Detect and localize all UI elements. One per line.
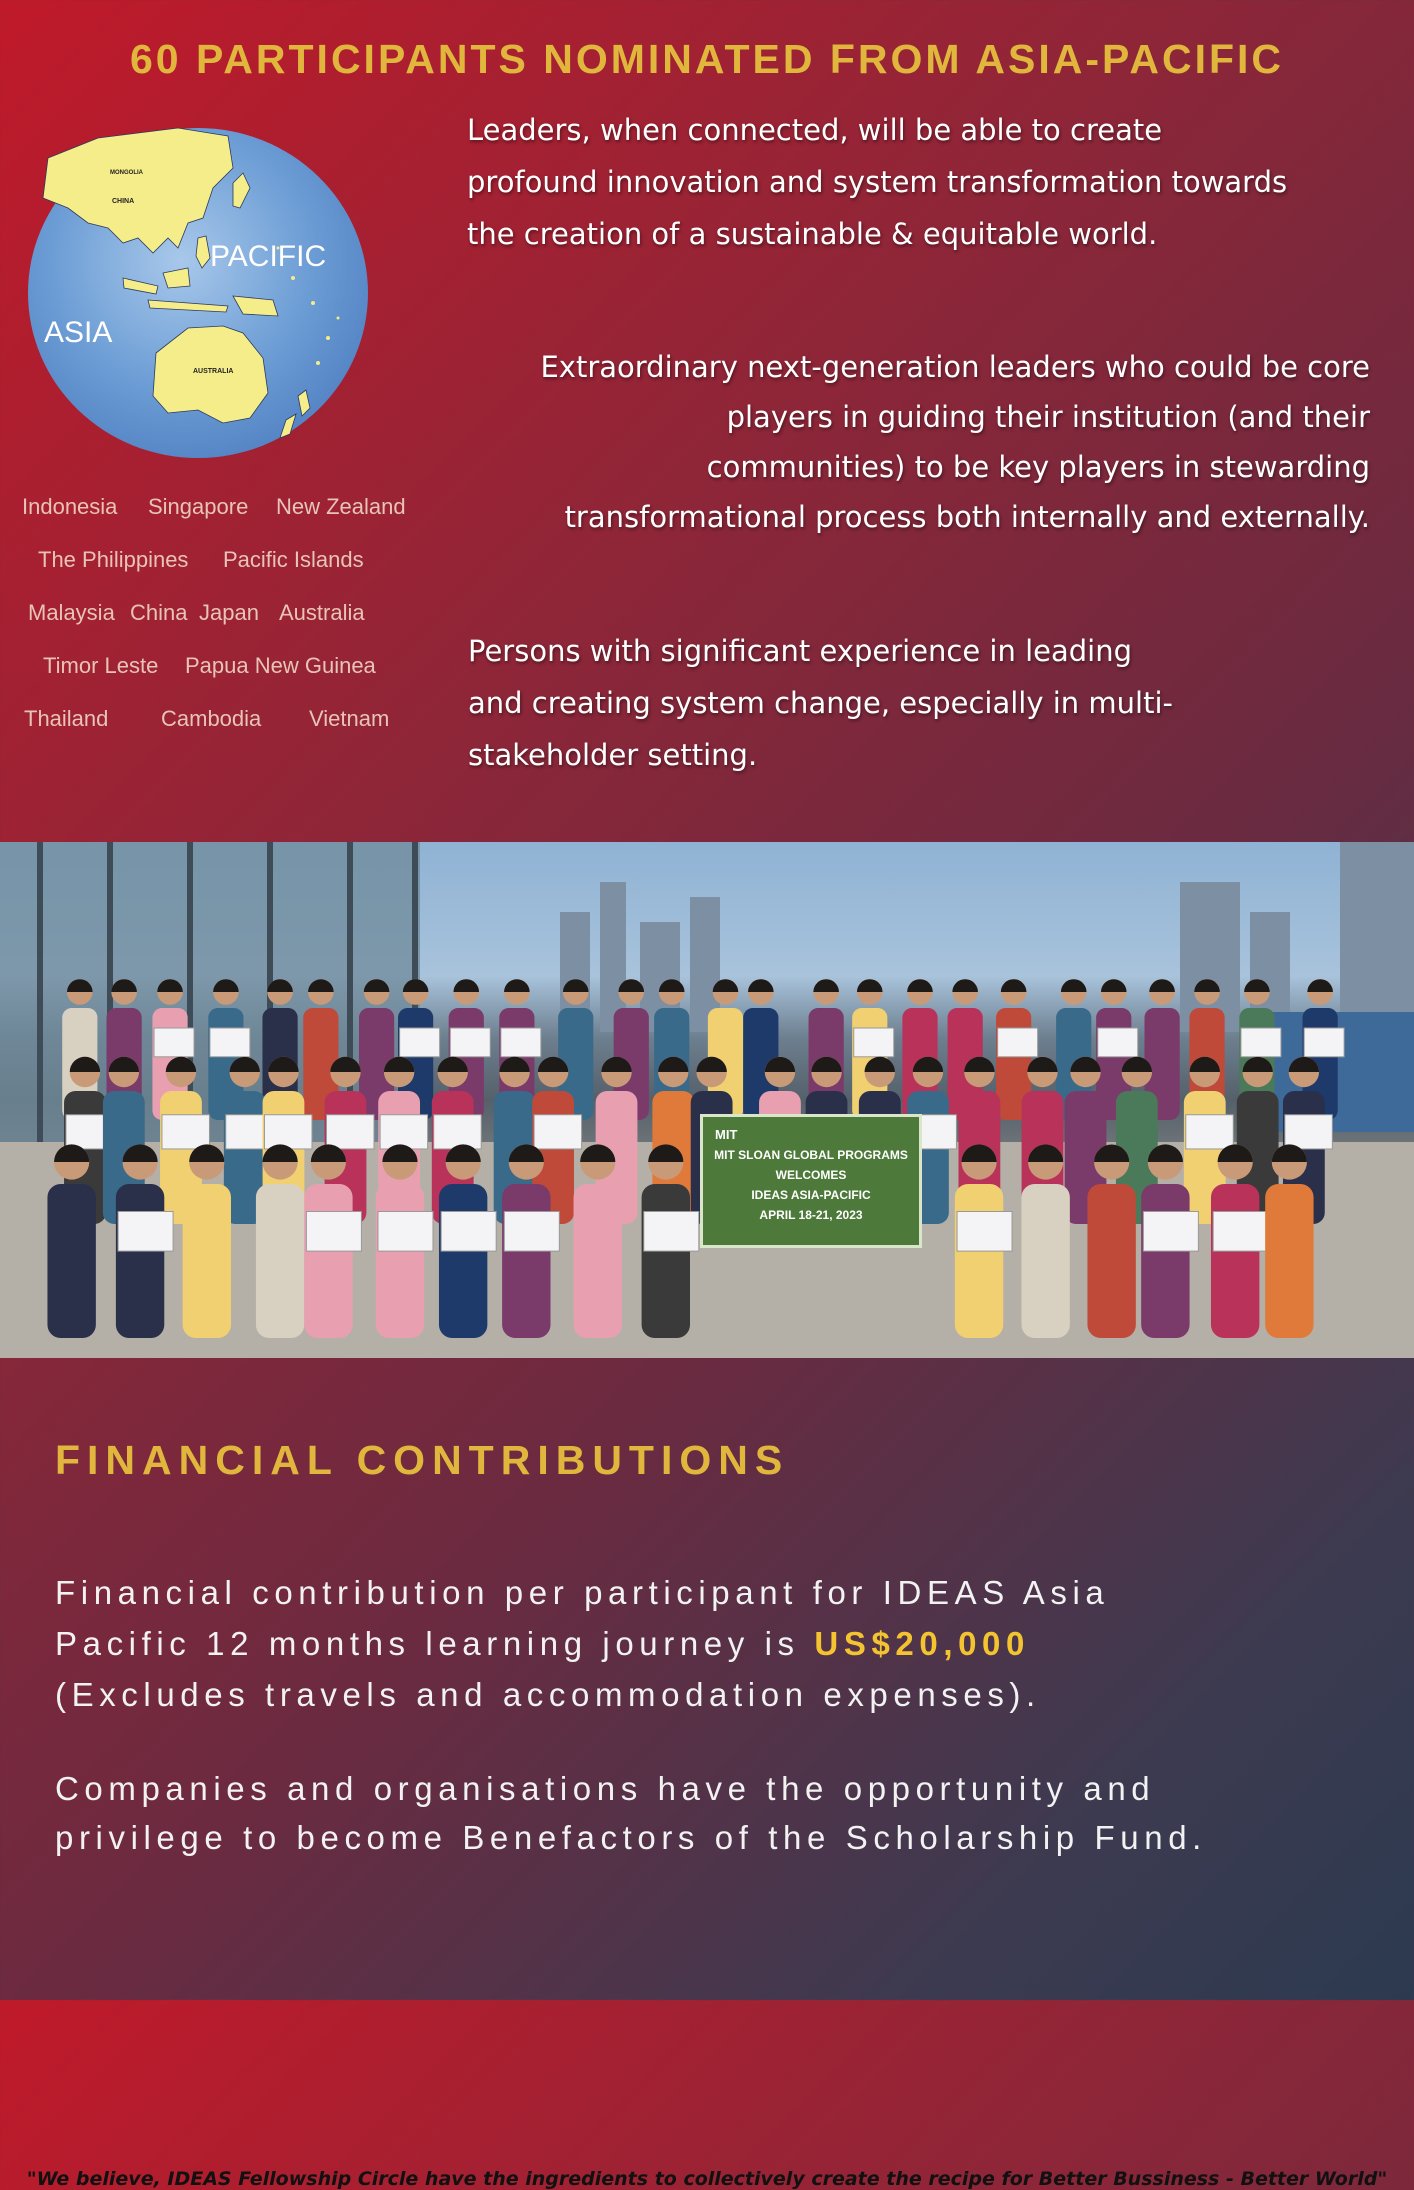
certificate	[854, 1028, 894, 1057]
certificate	[118, 1212, 173, 1252]
asia-pacific-globe-map	[28, 128, 368, 458]
certificate	[162, 1115, 210, 1149]
person-body	[1265, 1184, 1313, 1338]
certificate	[957, 1212, 1012, 1252]
certificate	[534, 1115, 582, 1149]
certificate	[1304, 1028, 1344, 1057]
certificate	[326, 1115, 374, 1149]
country-name: Thailand	[24, 706, 109, 731]
certificate	[210, 1028, 250, 1057]
text-line: players in guiding their institution (and their	[726, 400, 1370, 434]
person-hair	[1101, 979, 1127, 992]
person-body	[116, 1184, 164, 1338]
certificate	[264, 1115, 312, 1149]
text-line: and creating system change, especially in multi-	[468, 686, 1173, 720]
map-label-china: CHINA	[112, 198, 135, 205]
country-name: Indonesia	[22, 494, 118, 519]
person-body	[183, 1184, 231, 1338]
page-title: 60 PARTICIPANTS NOMINATED FROM ASIA-PACIFIC	[130, 36, 1284, 82]
person-hair	[857, 979, 883, 992]
text-line: Leaders, when connected, will be able to create	[467, 113, 1163, 147]
certificate	[378, 1212, 433, 1252]
certificate	[1213, 1212, 1268, 1252]
person-body	[1211, 1184, 1259, 1338]
map-label-asia: ASIA	[44, 316, 113, 349]
person-hair	[504, 979, 530, 992]
text-line: stakeholder setting.	[468, 738, 758, 772]
sign-line: WELCOMES	[775, 1168, 847, 1182]
person-hair	[1061, 979, 1087, 992]
certificate	[154, 1028, 194, 1057]
sign-line: APRIL 18-21, 2023	[759, 1208, 863, 1222]
certificate	[501, 1028, 541, 1057]
certificate	[504, 1212, 559, 1252]
country-name: Japan	[199, 600, 259, 625]
person-hair	[1307, 979, 1333, 992]
certificate	[450, 1028, 490, 1057]
text-line: Pacific 12 months learning journey is	[55, 1625, 815, 1662]
mit-logo: MIT	[715, 1127, 738, 1142]
map-label-pacific: PACIFIC	[210, 240, 327, 273]
certificate	[644, 1212, 699, 1252]
intro-paragraph	[467, 104, 1327, 260]
certificate	[380, 1115, 428, 1149]
contribution-paragraph	[55, 1567, 1385, 1720]
experience-paragraph	[468, 625, 1228, 781]
sign-line: IDEAS ASIA-PACIFIC	[751, 1188, 871, 1202]
map-label-australia: AUSTRALIA	[193, 368, 234, 375]
person-body	[439, 1184, 487, 1338]
financial-title: FINANCIAL CONTRIBUTIONS	[55, 1437, 790, 1483]
person-hair	[813, 979, 839, 992]
person-body	[574, 1184, 622, 1338]
certificate	[1143, 1212, 1198, 1252]
certificate	[434, 1115, 482, 1149]
person-body	[304, 1184, 352, 1338]
country-name: Malaysia	[28, 600, 115, 625]
photo-caption: "We believe, IDEAS Fellowship Circle have the ingredients to collectively create the recipe for Better Bussiness - Better World"	[26, 2168, 1388, 2190]
text-line: privilege to become Benefactors of the Scholarship Fund.	[55, 1819, 1207, 1856]
text-line: Financial contribution per participant for IDEAS Asia	[55, 1574, 1110, 1611]
sign-line: MIT SLOAN GLOBAL PROGRAMS	[714, 1148, 908, 1162]
certificate	[998, 1028, 1038, 1057]
person-hair	[1149, 979, 1175, 992]
country-name: Pacific Islands	[223, 547, 364, 572]
person-body	[1141, 1184, 1189, 1338]
map-label-mongolia: MONGOLIA	[110, 170, 143, 176]
country-name: China	[130, 600, 188, 625]
person-hair	[952, 979, 978, 992]
person-body	[256, 1184, 304, 1338]
country-name: Vietnam	[309, 706, 390, 731]
certificate	[1241, 1028, 1281, 1057]
person-body	[955, 1184, 1003, 1338]
text-line: Companies and organisations have the opportunity and	[55, 1770, 1156, 1807]
person-hair	[453, 979, 479, 992]
country-name: The Philippines	[38, 547, 189, 572]
text-line: (Excludes travels and accommodation expenses).	[55, 1676, 1041, 1713]
certificate	[400, 1028, 440, 1057]
text-line: transformational process both internally and externally.	[564, 500, 1370, 534]
certificate	[441, 1212, 496, 1252]
person-body	[1021, 1184, 1069, 1338]
country-name: Papua New Guinea	[185, 653, 376, 678]
person-body	[376, 1184, 424, 1338]
leaders-paragraph	[520, 342, 1370, 542]
person-hair	[907, 979, 933, 992]
certificate	[1186, 1115, 1234, 1149]
country-name: New Zealand	[276, 494, 406, 519]
person-body	[47, 1184, 95, 1338]
text-line: communities) to be key players in stewarding	[706, 450, 1370, 484]
contribution-amount: US$20,000	[814, 1625, 1030, 1662]
country-name: Australia	[279, 600, 365, 625]
person-hair	[1027, 1057, 1057, 1072]
group-photo-illustration	[0, 842, 1414, 1358]
benefactors-paragraph	[55, 1764, 1385, 1862]
text-line: Extraordinary next-generation leaders who could be core	[540, 350, 1370, 384]
certificate	[1285, 1115, 1333, 1149]
text-line: the creation of a sustainable & equitable world.	[467, 217, 1158, 251]
certificate	[1098, 1028, 1138, 1057]
person-body	[1087, 1184, 1135, 1338]
certificate	[306, 1212, 361, 1252]
country-name: Singapore	[148, 494, 249, 519]
country-name: Timor Leste	[43, 653, 159, 678]
person-hair	[748, 979, 774, 992]
text-line: Persons with significant experience in leading	[468, 634, 1133, 668]
country-name: Cambodia	[161, 706, 262, 731]
welcome-sign	[700, 1114, 922, 1248]
person-body	[502, 1184, 550, 1338]
person-hair	[1001, 979, 1027, 992]
text-line: profound innovation and system transformation towards	[467, 165, 1288, 199]
person-body	[642, 1184, 690, 1338]
